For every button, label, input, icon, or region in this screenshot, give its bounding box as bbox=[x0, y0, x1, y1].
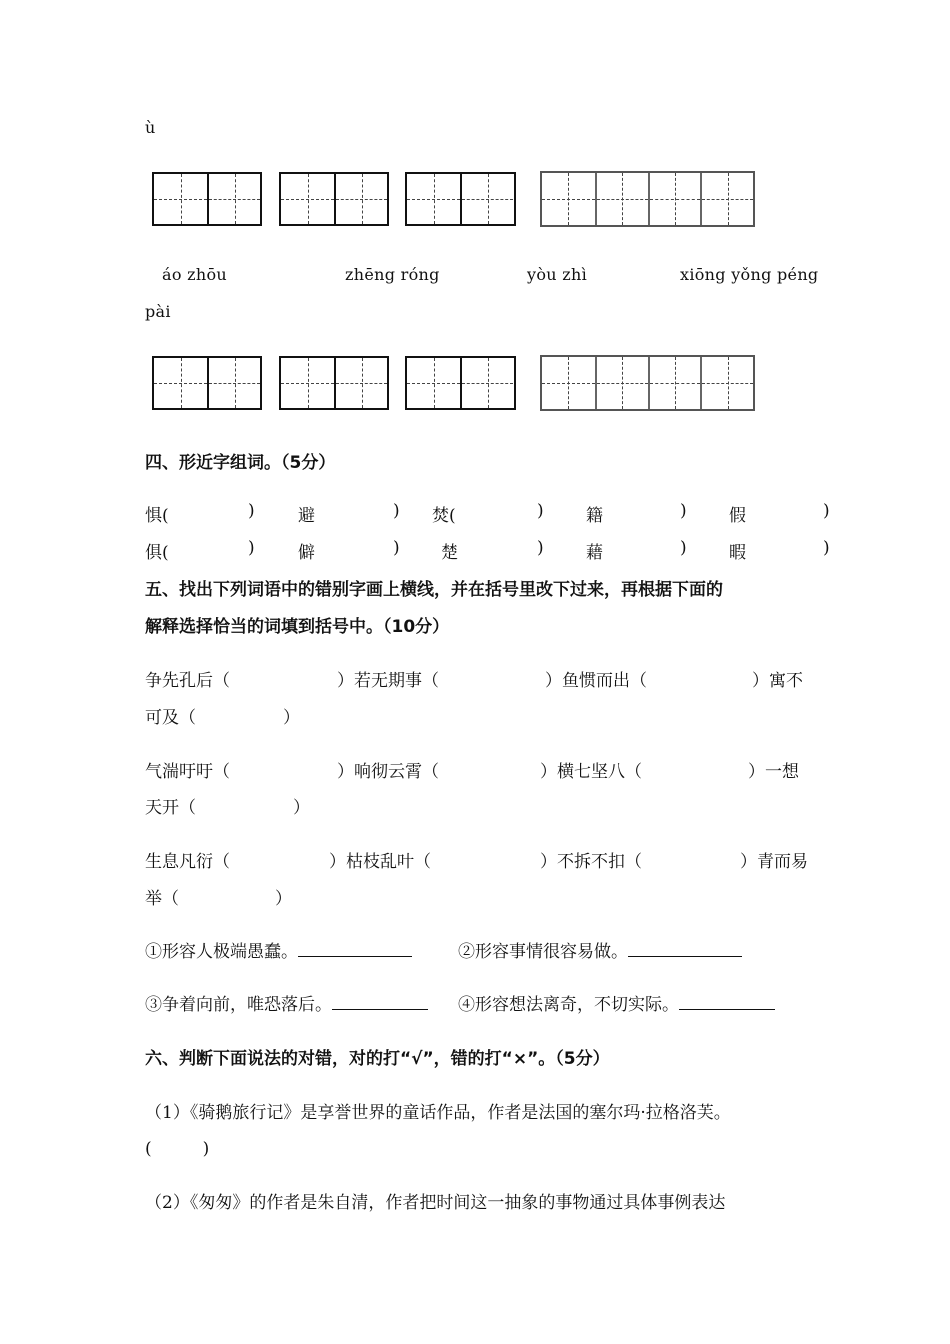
pinyin-ao-zhou: áo zhōu bbox=[162, 265, 228, 284]
answer-blank[interactable] bbox=[628, 940, 742, 957]
question-1: （1）《骑鹅旅行记》是享誉世界的童话作品，作者是法国的塞尔玛·拉格洛芙。 bbox=[145, 1103, 731, 1123]
writing-grid[interactable] bbox=[279, 172, 389, 226]
pinyin-xiong-yong-peng: xiōng yǒng péng bbox=[680, 265, 819, 284]
section-6-title: 六、判断下面说法的对错，对的打“√”，错的打“×”。（5分） bbox=[145, 1049, 610, 1069]
question-1-answer[interactable]: ( ) bbox=[145, 1139, 210, 1159]
section-5-title-line-1: 五、找出下列词语中的错别字画上横线，并在括号里改下过来，再根据下面的 bbox=[145, 580, 723, 600]
answer-blank[interactable] bbox=[298, 940, 412, 957]
question-2: （2）《匆匆》的作者是朱自清，作者把时间这一抽象的事物通过具体事例表达 bbox=[145, 1193, 726, 1213]
writing-grid[interactable] bbox=[405, 172, 516, 226]
section-4-title: 四、形近字组词。（5分） bbox=[145, 453, 336, 473]
pinyin-pai: pài bbox=[145, 302, 171, 321]
answer-blank[interactable] bbox=[679, 993, 775, 1010]
pinyin-fragment: ù bbox=[145, 118, 156, 137]
writing-grid[interactable] bbox=[152, 356, 262, 410]
writing-grid-four[interactable] bbox=[540, 171, 755, 227]
pinyin-zheng-rong: zhēng róng bbox=[345, 265, 440, 284]
writing-grid[interactable] bbox=[152, 172, 262, 226]
definition-2: ②形容事情很容易做。 bbox=[458, 937, 742, 962]
definition-1: ①形容人极端愚蠢。 bbox=[145, 937, 412, 962]
writing-grid-four[interactable] bbox=[540, 355, 755, 411]
writing-grid[interactable] bbox=[279, 356, 389, 410]
definition-3: ③争着向前，唯恐落后。 bbox=[145, 990, 428, 1015]
section-5-title-line-2: 解释选择恰当的词填到括号中。（10分） bbox=[145, 617, 450, 637]
writing-grid[interactable] bbox=[405, 356, 516, 410]
pinyin-you-zhi: yòu zhì bbox=[527, 265, 588, 284]
definition-4: ④形容想法离奇，不切实际。 bbox=[458, 990, 775, 1015]
answer-blank[interactable] bbox=[332, 993, 428, 1010]
